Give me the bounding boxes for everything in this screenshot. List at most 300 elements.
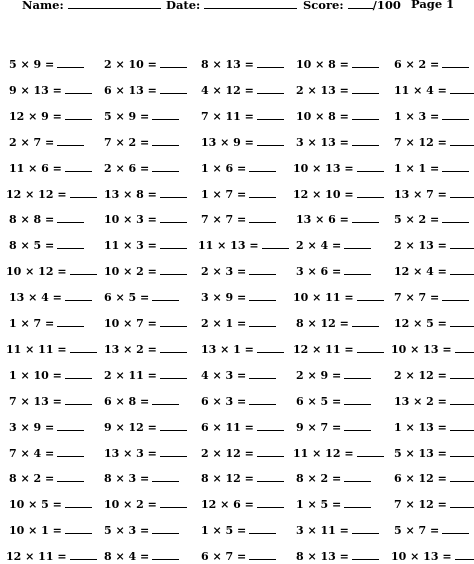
problem-item	[394, 394, 474, 408]
problem-expression: 2 × 13 =	[296, 83, 349, 97]
problem-item	[6, 549, 97, 563]
answer-blank	[152, 523, 179, 534]
answer-blank	[344, 238, 371, 249]
problem-expression: 12 × 12 =	[6, 187, 67, 201]
problem-item	[9, 238, 84, 252]
problem-expression: 8 × 2 =	[296, 472, 342, 486]
answer-blank	[352, 109, 379, 120]
problem-item	[104, 109, 179, 123]
answer-blank	[442, 290, 469, 301]
problem-item	[9, 497, 92, 511]
problem-item	[293, 187, 384, 201]
answer-blank	[455, 342, 474, 353]
problem-expression: 12 × 11 =	[6, 550, 67, 564]
problem-expression: 1 × 3 =	[394, 109, 440, 123]
score-label: Score:	[303, 0, 344, 12]
answer-blank	[65, 497, 92, 508]
answer-blank	[450, 368, 474, 379]
problem-item	[104, 497, 187, 511]
answer-blank	[70, 549, 97, 560]
answer-blank	[160, 446, 187, 457]
problem-item	[394, 238, 474, 252]
answer-blank	[160, 212, 187, 223]
problem-expression: 13 × 6 =	[296, 213, 349, 227]
problem-expression: 5 × 9 =	[9, 58, 55, 71]
problem-item	[394, 471, 474, 485]
problem-expression: 6 × 2 =	[394, 58, 440, 71]
problem-item	[394, 523, 469, 537]
problem-item	[296, 394, 371, 408]
answer-blank	[249, 187, 276, 198]
problem-item	[201, 109, 284, 123]
problem-expression: 7 × 7 =	[394, 291, 440, 305]
problem-expression: 3 × 9 =	[9, 420, 55, 434]
problem-expression: 8 × 4 =	[104, 550, 150, 564]
problem-item	[394, 368, 474, 382]
answer-blank	[70, 187, 97, 198]
problem-item	[104, 420, 187, 434]
problem-expression: 2 × 9 =	[296, 368, 342, 382]
problem-expression: 10 × 12 =	[6, 265, 67, 279]
answer-blank	[160, 497, 187, 508]
problem-expression: 1 × 5 =	[296, 498, 342, 512]
problem-expression: 6 × 3 =	[201, 394, 247, 408]
problem-item	[201, 316, 276, 330]
problem-expression: 6 × 11 =	[201, 420, 254, 434]
answer-blank	[65, 83, 92, 94]
problem-item	[104, 342, 187, 356]
answer-blank	[57, 57, 84, 68]
problem-item	[201, 135, 284, 149]
problem-item	[394, 316, 474, 330]
problem-expression: 11 × 13 =	[198, 239, 259, 253]
answer-blank	[357, 187, 384, 198]
answer-blank	[257, 420, 284, 431]
problem-item	[104, 212, 187, 226]
problem-item	[9, 135, 84, 149]
problem-expression: 3 × 11 =	[296, 524, 349, 538]
problem-item	[296, 368, 371, 382]
problem-expression: 5 × 13 =	[394, 446, 447, 460]
answer-blank	[70, 264, 97, 275]
problem-item	[104, 316, 187, 330]
answer-blank	[352, 316, 379, 327]
answer-blank	[442, 523, 469, 534]
problem-item	[201, 290, 276, 304]
answer-blank	[160, 316, 187, 327]
problem-item	[394, 497, 474, 511]
answer-blank	[152, 471, 179, 482]
problem-item	[296, 212, 379, 226]
problem-expression: 13 × 2 =	[394, 394, 447, 408]
answer-blank	[450, 420, 474, 431]
problem-item	[9, 420, 84, 434]
problem-expression: 3 × 9 =	[201, 291, 247, 305]
problem-expression: 5 × 2 =	[394, 213, 440, 227]
problem-expression: 4 × 3 =	[201, 368, 247, 382]
problem-expression: 8 × 5 =	[9, 239, 55, 253]
problem-expression: 13 × 9 =	[201, 135, 254, 149]
problem-item	[394, 161, 469, 175]
problem-expression: 8 × 2 =	[9, 472, 55, 486]
problem-expression: 10 × 13 =	[391, 550, 452, 564]
answer-blank	[152, 135, 179, 146]
answer-blank	[65, 161, 92, 172]
problem-expression: 13 × 8 =	[104, 187, 157, 201]
problem-expression: 8 × 12 =	[201, 472, 254, 486]
problem-expression: 10 × 2 =	[104, 498, 157, 512]
answer-blank	[57, 212, 84, 223]
answer-blank	[352, 549, 379, 560]
problem-item	[201, 187, 276, 201]
answer-blank	[262, 238, 289, 249]
problem-expression: 1 × 13 =	[394, 420, 447, 434]
problem-expression: 12 × 11 =	[293, 342, 354, 356]
problem-expression: 7 × 13 =	[9, 394, 62, 408]
problem-expression: 12 × 6 =	[201, 498, 254, 512]
answer-blank	[344, 264, 371, 275]
answer-blank	[65, 368, 92, 379]
problem-item	[394, 264, 474, 278]
answer-blank	[442, 57, 469, 68]
problem-item	[201, 394, 276, 408]
problem-item	[394, 109, 469, 123]
answer-blank	[450, 187, 474, 198]
problem-expression: 10 × 8 =	[296, 58, 349, 71]
answer-blank	[249, 161, 276, 172]
problem-item	[201, 83, 284, 97]
problem-item	[296, 549, 379, 563]
answer-blank	[65, 109, 92, 120]
problem-expression: 13 × 1 =	[201, 342, 254, 356]
score-total: /100	[372, 0, 401, 12]
problem-expression: 6 × 8 =	[104, 394, 150, 408]
problem-item	[201, 446, 284, 460]
problem-expression: 4 × 12 =	[201, 83, 254, 97]
problem-expression: 9 × 7 =	[296, 420, 342, 434]
problem-item	[394, 420, 474, 434]
answer-blank	[442, 161, 469, 172]
problem-item	[201, 523, 276, 537]
answer-blank	[57, 471, 84, 482]
problem-expression: 7 × 12 =	[394, 498, 447, 512]
problem-expression: 6 × 5 =	[296, 394, 342, 408]
problem-item	[201, 471, 284, 485]
problem-item	[104, 264, 187, 278]
answer-blank	[442, 109, 469, 120]
problem-item	[6, 342, 97, 356]
answer-blank	[450, 83, 474, 94]
problem-expression: 13 × 2 =	[104, 342, 157, 356]
problem-expression: 12 × 4 =	[394, 265, 447, 279]
answer-blank	[257, 83, 284, 94]
answer-blank	[160, 187, 187, 198]
answer-blank	[257, 446, 284, 457]
problem-expression: 10 × 13 =	[293, 161, 354, 175]
problem-item	[9, 57, 84, 71]
answer-blank	[160, 57, 187, 68]
answer-blank	[249, 368, 276, 379]
problem-item	[104, 238, 187, 252]
problem-item	[6, 264, 97, 278]
answer-blank	[249, 264, 276, 275]
problem-expression: 5 × 3 =	[104, 524, 150, 538]
answer-blank	[257, 109, 284, 120]
answer-blank	[57, 316, 84, 327]
problem-expression: 1 × 7 =	[201, 187, 247, 201]
answer-blank	[152, 549, 179, 560]
problem-expression: 8 × 8 =	[9, 213, 55, 227]
problem-expression: 13 × 7 =	[394, 187, 447, 201]
problem-item	[296, 471, 371, 485]
answer-blank	[344, 368, 371, 379]
problem-item	[201, 368, 276, 382]
problem-item	[296, 238, 371, 252]
answer-blank	[152, 290, 179, 301]
problem-expression: 1 × 6 =	[201, 161, 247, 175]
answer-blank	[160, 342, 187, 353]
problem-expression: 9 × 12 =	[104, 420, 157, 434]
problem-item	[9, 109, 92, 123]
problem-expression: 7 × 12 =	[394, 135, 447, 149]
answer-blank	[152, 161, 179, 172]
problem-expression: 5 × 7 =	[394, 524, 440, 538]
answer-blank	[257, 497, 284, 508]
problem-expression: 6 × 7 =	[201, 550, 247, 564]
problem-expression: 7 × 11 =	[201, 109, 254, 123]
problem-item	[201, 264, 276, 278]
problem-item	[296, 83, 379, 97]
answer-blank	[450, 446, 474, 457]
problem-expression: 8 × 13 =	[201, 58, 254, 71]
problem-item	[293, 161, 384, 175]
problem-item	[104, 290, 179, 304]
problem-expression: 10 × 2 =	[104, 265, 157, 279]
problem-item	[9, 471, 84, 485]
problem-expression: 10 × 13 =	[391, 342, 452, 356]
problem-item	[201, 57, 284, 71]
problem-item	[9, 394, 92, 408]
answer-blank	[352, 212, 379, 223]
problem-expression: 12 × 10 =	[293, 187, 354, 201]
problem-expression: 10 × 5 =	[9, 498, 62, 512]
answer-blank	[257, 57, 284, 68]
answer-blank	[249, 316, 276, 327]
problem-expression: 11 × 11 =	[6, 342, 67, 356]
problem-item	[104, 135, 179, 149]
problem-expression: 6 × 13 =	[104, 83, 157, 97]
problem-item	[394, 290, 469, 304]
problem-item	[104, 549, 179, 563]
answer-blank	[160, 368, 187, 379]
problem-expression: 10 × 1 =	[9, 524, 62, 538]
answer-blank	[352, 83, 379, 94]
answer-blank	[357, 290, 384, 301]
problem-item	[9, 316, 84, 330]
problem-item	[104, 523, 179, 537]
page-number: Page 1	[411, 0, 455, 11]
problem-expression: 13 × 3 =	[104, 446, 157, 460]
problem-expression: 5 × 9 =	[104, 109, 150, 123]
problem-expression: 10 × 3 =	[104, 213, 157, 227]
answer-blank	[357, 161, 384, 172]
answer-blank	[352, 135, 379, 146]
problem-expression: 10 × 7 =	[104, 317, 157, 330]
problem-expression: 1 × 1 =	[394, 161, 440, 175]
problem-expression: 2 × 11 =	[104, 368, 157, 382]
problem-item	[9, 212, 84, 226]
answer-blank	[249, 290, 276, 301]
problem-item	[201, 161, 276, 175]
answer-blank	[160, 238, 187, 249]
problem-item	[293, 290, 384, 304]
problem-expression: 2 × 13 =	[394, 239, 447, 253]
answer-blank	[249, 212, 276, 223]
answer-blank	[344, 497, 371, 508]
answer-blank	[450, 471, 474, 482]
answer-blank	[160, 420, 187, 431]
problem-expression: 6 × 12 =	[394, 472, 447, 486]
answer-blank	[450, 497, 474, 508]
problem-item	[296, 316, 379, 330]
answer-blank	[152, 394, 179, 405]
problem-expression: 2 × 4 =	[296, 239, 342, 253]
problem-expression: 7 × 4 =	[9, 446, 55, 460]
problem-item	[394, 187, 474, 201]
answer-blank	[152, 109, 179, 120]
problem-item	[201, 497, 284, 511]
problem-expression: 1 × 10 =	[9, 368, 62, 382]
date-label: Date:	[166, 0, 201, 12]
answer-blank	[65, 394, 92, 405]
problem-expression: 13 × 4 =	[9, 291, 62, 305]
answer-blank	[450, 316, 474, 327]
problem-expression: 3 × 6 =	[296, 265, 342, 279]
answer-blank	[450, 264, 474, 275]
problem-expression: 7 × 7 =	[201, 213, 247, 227]
answer-blank	[57, 420, 84, 431]
problem-item	[198, 238, 289, 252]
problem-item	[394, 446, 474, 460]
problem-expression: 8 × 12 =	[296, 317, 349, 330]
problem-item	[104, 187, 187, 201]
problem-item	[293, 342, 384, 356]
answer-blank	[450, 238, 474, 249]
answer-blank	[65, 523, 92, 534]
answer-blank	[344, 420, 371, 431]
answer-blank	[357, 342, 384, 353]
problem-item	[293, 446, 384, 460]
answer-blank	[57, 135, 84, 146]
answer-blank	[249, 394, 276, 405]
problem-item	[296, 264, 371, 278]
answer-blank	[70, 342, 97, 353]
problem-item	[9, 523, 92, 537]
name-label: Name:	[22, 0, 64, 12]
problem-item	[104, 83, 187, 97]
problem-item	[296, 109, 379, 123]
problem-expression: 3 × 13 =	[296, 135, 349, 149]
problem-item	[104, 471, 179, 485]
problem-expression: 9 × 13 =	[9, 83, 62, 97]
problem-item	[104, 394, 179, 408]
problem-item	[9, 83, 92, 97]
answer-blank	[65, 290, 92, 301]
answer-blank	[257, 342, 284, 353]
answer-blank	[257, 471, 284, 482]
problem-expression: 2 × 6 =	[104, 161, 150, 175]
problem-item	[394, 57, 469, 71]
answer-blank	[160, 264, 187, 275]
problem-item	[201, 420, 284, 434]
problem-expression: 2 × 1 =	[201, 317, 247, 330]
problem-item	[296, 57, 379, 71]
answer-blank	[249, 549, 276, 560]
problem-item	[394, 135, 474, 149]
problem-item	[201, 342, 284, 356]
answer-blank	[249, 523, 276, 534]
answer-blank	[257, 135, 284, 146]
answer-blank	[450, 394, 474, 405]
problem-item	[104, 161, 179, 175]
answer-blank	[160, 83, 187, 94]
problem-item	[201, 549, 276, 563]
problem-expression: 1 × 5 =	[201, 524, 247, 538]
answer-blank	[352, 57, 379, 68]
problem-expression: 10 × 8 =	[296, 109, 349, 123]
answer-blank	[57, 446, 84, 457]
answer-blank	[352, 523, 379, 534]
problem-item	[9, 290, 92, 304]
problem-item	[296, 420, 371, 434]
answer-blank	[57, 238, 84, 249]
answer-blank	[344, 394, 371, 405]
problem-expression: 2 × 10 =	[104, 58, 157, 71]
problem-item	[296, 497, 371, 511]
answer-blank	[450, 135, 474, 146]
problem-expression: 8 × 13 =	[296, 550, 349, 564]
problem-item	[6, 187, 97, 201]
problem-expression: 6 × 5 =	[104, 291, 150, 305]
problem-expression: 2 × 3 =	[201, 265, 247, 279]
problem-item	[391, 549, 474, 563]
problem-item	[201, 212, 276, 226]
answer-blank	[344, 471, 371, 482]
problem-item	[104, 57, 187, 71]
problem-expression: 2 × 7 =	[9, 135, 55, 149]
problem-expression: 11 × 12 =	[293, 446, 354, 460]
problem-item	[394, 212, 469, 226]
problem-expression: 12 × 5 =	[394, 317, 447, 330]
problem-expression: 11 × 6 =	[9, 161, 62, 175]
problem-expression: 1 × 7 =	[9, 317, 55, 330]
problem-expression: 2 × 12 =	[201, 446, 254, 460]
problem-item	[394, 83, 474, 97]
problem-expression: 2 × 12 =	[394, 368, 447, 382]
problem-item	[9, 161, 92, 175]
answer-blank	[442, 212, 469, 223]
problem-expression: 10 × 11 =	[293, 291, 354, 305]
problem-expression: 7 × 2 =	[104, 135, 150, 149]
problem-expression: 11 × 3 =	[104, 239, 157, 253]
problem-item	[296, 523, 379, 537]
problem-item	[104, 368, 187, 382]
answer-blank	[357, 446, 384, 457]
answer-blank	[455, 549, 474, 560]
problem-expression: 8 × 3 =	[104, 472, 150, 486]
problem-expression: 11 × 4 =	[394, 83, 447, 97]
problem-item	[104, 446, 187, 460]
